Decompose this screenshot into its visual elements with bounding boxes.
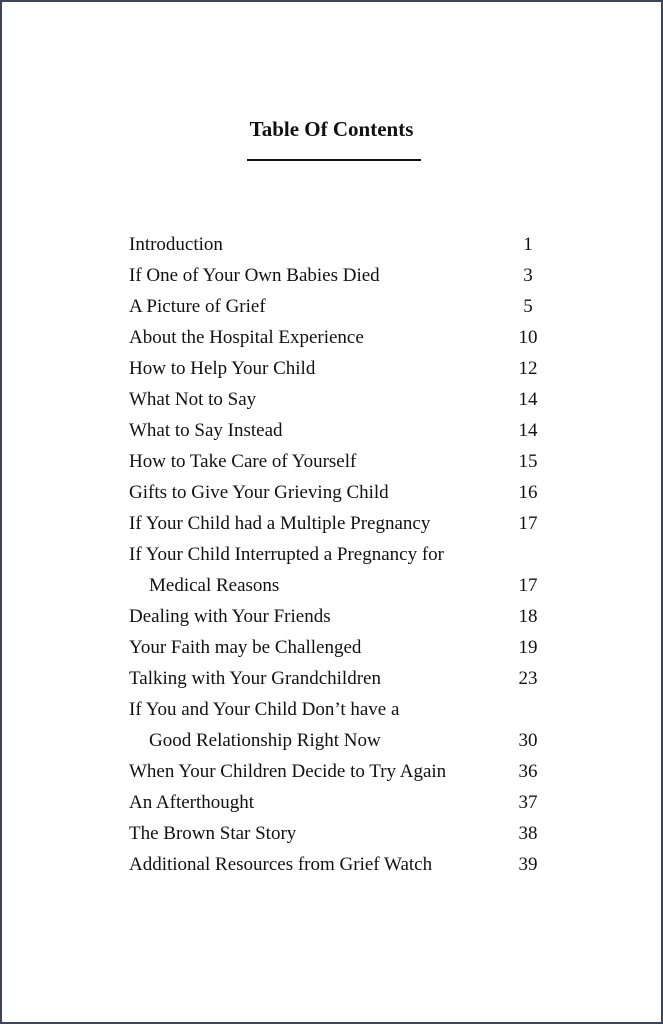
toc-entry-title: About the Hospital Experience xyxy=(129,327,364,348)
toc-entry xyxy=(129,663,541,694)
toc-entry xyxy=(129,291,541,322)
toc-entry-page-number: 36 xyxy=(518,761,538,782)
toc-entry-page-number: 5 xyxy=(523,296,533,317)
toc-entry-title: A Picture of Grief xyxy=(129,296,266,317)
toc-entry-title: Dealing with Your Friends xyxy=(129,606,331,627)
table-of-contents xyxy=(129,229,541,880)
toc-entry-title: How to Take Care of Yourself xyxy=(129,451,357,472)
toc-entry-page-number: 39 xyxy=(518,854,538,875)
toc-entry-page-number: 15 xyxy=(518,451,538,472)
toc-entry xyxy=(129,508,541,539)
toc-entry-page-number: 17 xyxy=(518,513,538,534)
toc-entry xyxy=(129,477,541,508)
toc-entry-title: Your Faith may be Challenged xyxy=(129,637,362,658)
toc-entry-title: If Your Child Interrupted a Pregnancy for xyxy=(129,544,445,565)
toc-entry-title-continued: Good Relationship Right Now xyxy=(149,730,381,751)
toc-entry-page-number: 14 xyxy=(518,389,538,410)
toc-entry-page-number: 17 xyxy=(518,575,538,596)
toc-entry xyxy=(129,818,541,849)
toc-entry-page-number: 10 xyxy=(518,327,538,348)
toc-entry-title: What to Say Instead xyxy=(129,420,283,441)
toc-entry xyxy=(129,632,541,663)
toc-entry-page-number: 38 xyxy=(518,823,538,844)
toc-entry-page-number: 23 xyxy=(518,668,538,689)
toc-entry-page-number: 3 xyxy=(523,265,533,286)
toc-entry-continuation xyxy=(129,570,541,601)
toc-entry-page-number: 1 xyxy=(523,234,533,255)
toc-entry-page-number: 30 xyxy=(518,730,538,751)
toc-entry-title: Talking with Your Grandchildren xyxy=(129,668,381,689)
toc-entry xyxy=(129,849,541,880)
toc-entry xyxy=(129,322,541,353)
toc-entry-continuation xyxy=(129,725,541,756)
toc-entry-title: If One of Your Own Babies Died xyxy=(129,265,380,286)
toc-entry xyxy=(129,601,541,632)
toc-entry-page-number: 18 xyxy=(518,606,538,627)
toc-entry xyxy=(129,384,541,415)
page-title: Table Of Contents xyxy=(249,117,414,141)
toc-entry xyxy=(129,353,541,384)
toc-entry-title-continued: Medical Reasons xyxy=(149,575,280,596)
toc-entry-page-number: 14 xyxy=(518,420,538,441)
toc-entry-title: Introduction xyxy=(129,234,223,255)
toc-entry-title: Additional Resources from Grief Watch xyxy=(129,854,433,875)
toc-entry-title: When Your Children Decide to Try Again xyxy=(129,761,447,782)
toc-entry xyxy=(129,229,541,260)
toc-entry-title: If Your Child had a Multiple Pregnancy xyxy=(129,513,431,534)
toc-entry-page-number: 19 xyxy=(518,637,538,658)
toc-entry xyxy=(129,787,541,818)
title-underline xyxy=(247,159,421,161)
toc-entry xyxy=(129,539,541,570)
toc-entry-title: The Brown Star Story xyxy=(129,823,297,844)
toc-entry-page-number: 16 xyxy=(518,482,538,503)
toc-entry-title: An Afterthought xyxy=(129,792,255,813)
toc-entry xyxy=(129,260,541,291)
toc-entry xyxy=(129,415,541,446)
toc-entry-title: How to Help Your Child xyxy=(129,358,316,379)
toc-entry-page-number: 12 xyxy=(518,358,538,379)
toc-entry xyxy=(129,694,541,725)
toc-entry-title: What Not to Say xyxy=(129,389,257,410)
toc-entry xyxy=(129,756,541,787)
toc-entry-page-number: 37 xyxy=(518,792,538,813)
toc-entry xyxy=(129,446,541,477)
toc-entry-title: Gifts to Give Your Grieving Child xyxy=(129,482,389,503)
toc-entry-title: If You and Your Child Don’t have a xyxy=(129,699,400,720)
